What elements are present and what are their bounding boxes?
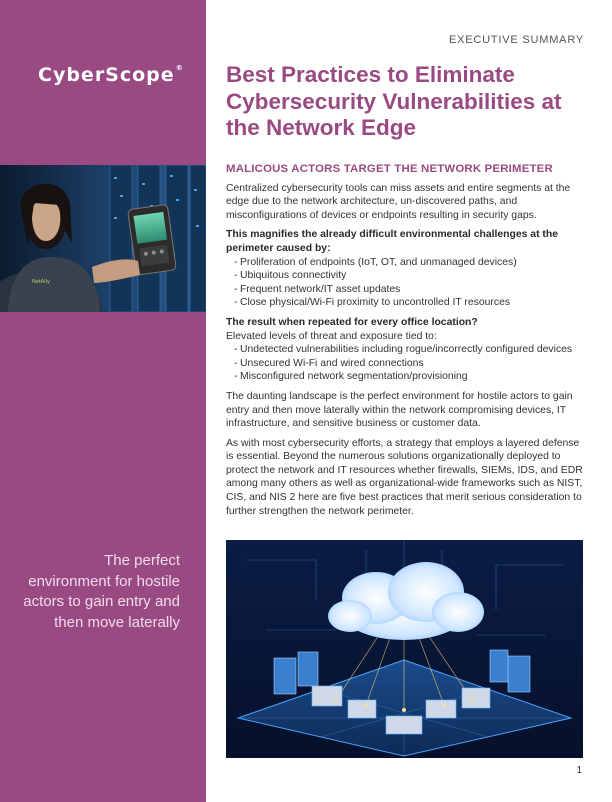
list-item: - Undetected vulnerabilities including rogue/incorrectly configured devices — [234, 343, 588, 357]
pull-quote: The perfect environment for hostile actors to gain entry and then move laterally — [23, 552, 180, 631]
result-heading: The result when repeated for every office location? — [226, 316, 478, 328]
cloud-network-illustration — [226, 540, 583, 758]
cloud-network-image — [226, 540, 583, 758]
technician-photo — [0, 165, 206, 312]
jacket-logo: NetAlly — [32, 279, 50, 285]
list-item: - Unsecured Wi-Fi and wired connections — [234, 357, 588, 371]
list-item: - Close physical/Wi-Fi proximity to uncontrolled IT resources — [234, 296, 588, 310]
executive-summary-label: EXECUTIVE SUMMARY — [448, 34, 584, 46]
page-title: Best Practices to Eliminate Cybersecurity Vulnerabilities at the Network Edge — [226, 62, 562, 140]
list-item: - Frequent network/IT asset updates — [234, 283, 588, 297]
list-item: - Proliferation of endpoints (IoT, OT, and unmanaged devices) — [234, 256, 588, 270]
main-content — [226, 163, 588, 524]
cyberscope-logo: CyberScope® — [38, 64, 184, 86]
sidebar — [0, 0, 206, 802]
challenges-list — [226, 256, 588, 310]
technician-illustration — [0, 165, 206, 312]
page-number: 1 — [576, 765, 582, 776]
challenges-heading: This magnifies the already difficult environmental challenges at the perimeter caused by: — [226, 229, 559, 254]
intro-paragraph: Centralized cybersecurity tools can miss assets and entire segments at the edge due to the network architecture, un-discovered paths, and misconfigurations of devices or endpoints resulting in security gaps. — [226, 182, 571, 221]
daunting-paragraph: The daunting landscape is the perfect environment for hostile actors to gain entry and then move laterally within the network compromising devices, IT infrastructure, and sensitive business or customer data. — [226, 390, 573, 430]
section-heading: MALICOUS ACTORS TARGET THE NETWORK PERIMETER — [226, 163, 553, 175]
list-item: - Ubiquitous connectivity — [234, 269, 588, 283]
result-lead: Elevated levels of threat and exposure tied to: — [226, 330, 437, 342]
results-list — [226, 343, 588, 384]
list-item: - Misconfigured network segmentation/provisioning — [234, 370, 588, 384]
layered-defense-paragraph: As with most cybersecurity efforts, a strategy that employs a layered defense is essential. Beyond the numerous solutions organizationally deployed to protect the network and IT resources whether firewalls, SIEMs, IDS, and EDR among many others as well as organizational-wide frameworks such as NIST, CIS, and NIS 2 here are five best practices that merit serious consideration to further strengthen the network perimeter. — [226, 437, 583, 517]
